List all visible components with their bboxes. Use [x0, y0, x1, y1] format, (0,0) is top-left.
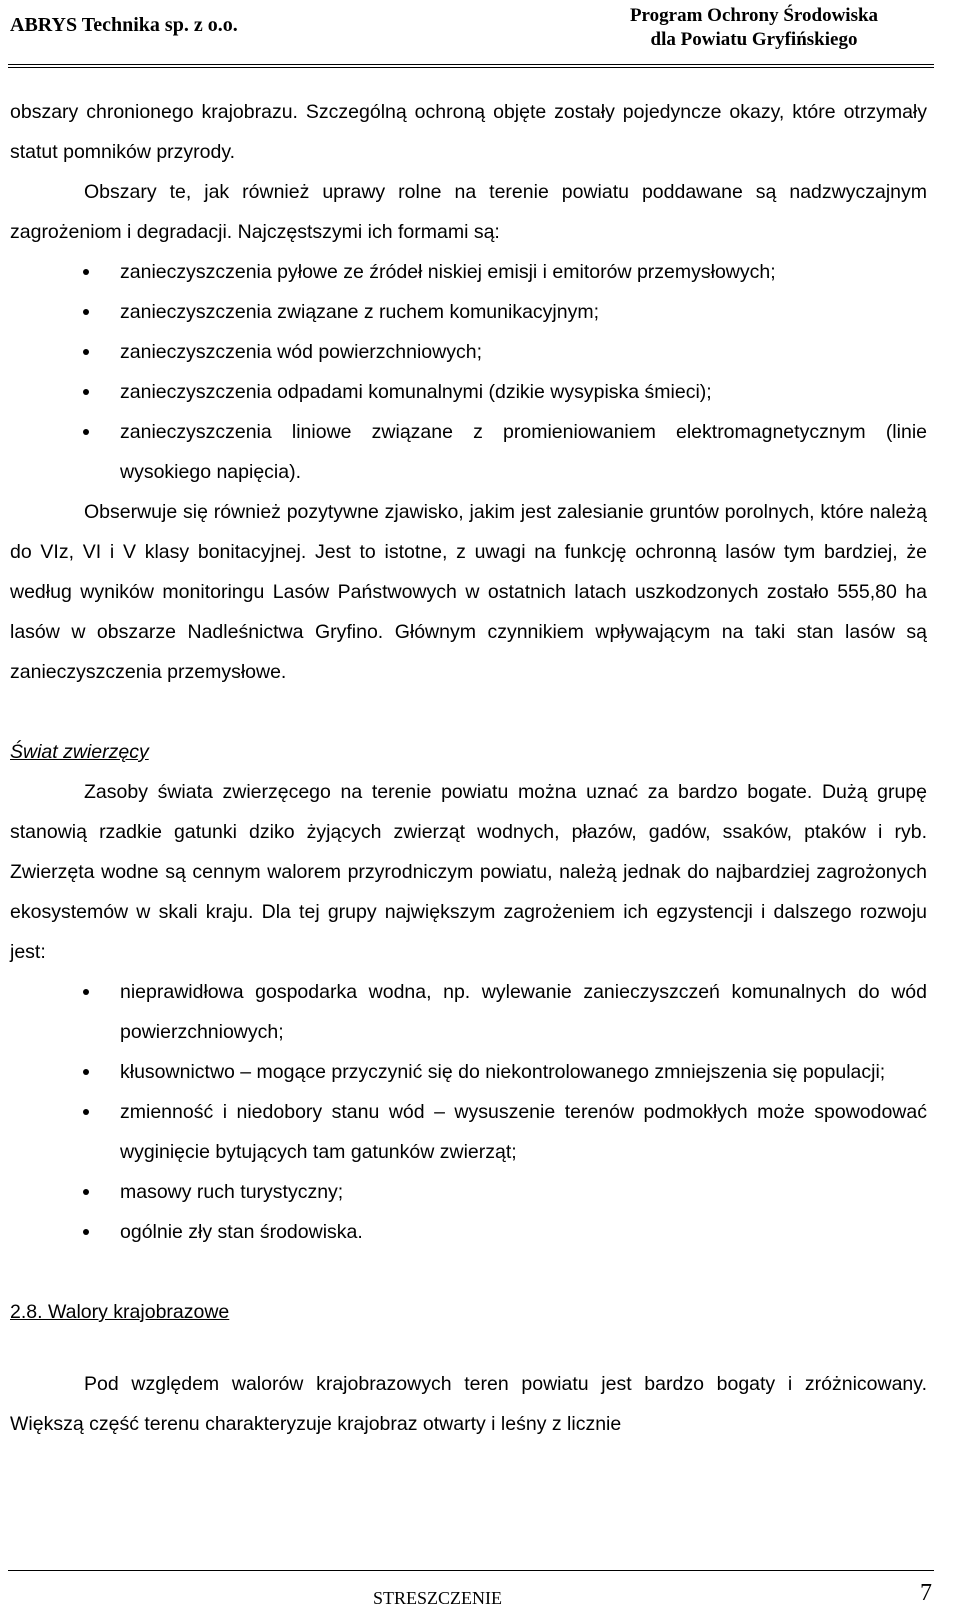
footer-label: STRESZCZENIE	[373, 1588, 502, 1608]
document-title	[574, 4, 934, 52]
list-item: zanieczyszczenia związane z ruchem komunikacyjnym;	[120, 292, 927, 332]
paragraph: Obserwuje się również pozytywne zjawisko, jakim jest zalesianie gruntów porolnych, które należą do VIz, VI i V klasy bonitacyjnej. Jest to istotne, z uwagi na funkcję ochronną lasów tym bardziej, że według wyników monitoringu Lasów Państwowych w ostatnich latach uszkodzonych zostało 555,80 ha lasów w obszarze Nadleśnictwa Gryfino. Głównym czynnikiem wpływającym na taki stan lasów są zanieczyszczenia przemysłowe.	[10, 501, 927, 683]
document-title-line2: dla Powiatu Gryfińskiego	[650, 29, 858, 50]
document-title-line1: Program Ochrony Środowiska	[629, 5, 879, 26]
company-name: ABRYS Technika sp. z o.o.	[10, 14, 238, 36]
list-item: zmienność i niedobory stanu wód – wysuszenie terenów podmokłych może spowodować wyginięcie bytujących tam gatunków zwierząt;	[120, 1092, 927, 1172]
section-heading: 2.8. Walory krajobrazowe	[10, 1301, 230, 1323]
paragraph: Obszary te, jak również uprawy rolne na terenie powiatu poddawane są nadzwyczajnym zagrożeniom i degradacji. Najczęstszymi ich formami są:	[10, 181, 927, 243]
list-item: nieprawidłowa gospodarka wodna, np. wylewanie zanieczyszczeń komunalnych do wód powierzchniowych;	[120, 972, 927, 1052]
header-rule	[8, 64, 934, 65]
paragraph: Zasoby świata zwierzęcego na terenie powiatu można uznać za bardzo bogate. Dużą grupę stanowią rzadkie gatunki dziko żyjących zwierząt wodnych, płazów, gadów, ssaków, ptaków i ryb. Zwierzęta wodne są cennym walorem przyrodniczym powiatu, należą jednak do najbardziej zagrożonych ekosystemów w skali kraju. Dla tej grupy największym zagrożeniem ich egzystencji i dalszego rozwoju jest:	[10, 781, 927, 963]
page-number: 7	[920, 1580, 932, 1606]
paragraph: obszary chronionego krajobrazu. Szczególną ochroną objęte zostały pojedyncze okazy, które otrzymały statut pomników przyrody.	[10, 101, 927, 163]
footer-rule	[8, 1570, 934, 1571]
spacer	[10, 1332, 927, 1364]
fauna-threats-list	[10, 972, 927, 1252]
list-item: masowy ruch turystyczny;	[120, 1172, 927, 1212]
list-item: ogólnie zły stan środowiska.	[120, 1212, 927, 1252]
header-rule-thin	[8, 67, 934, 68]
page-body	[10, 92, 927, 1444]
list-item: zanieczyszczenia wód powierzchniowych;	[120, 332, 927, 372]
threats-list	[10, 252, 927, 492]
list-item: zanieczyszczenia odpadami komunalnymi (dzikie wysypiska śmieci);	[120, 372, 927, 412]
list-item: kłusownictwo – mogące przyczynić się do niekontrolowanego zmniejszenia się populacji;	[120, 1052, 927, 1092]
page-header	[0, 0, 960, 70]
paragraph: Pod względem walorów krajobrazowych teren powiatu jest bardzo bogaty i zróżnicowany. Większą część terenu charakteryzuje krajobraz otwarty i leśny z licznie	[10, 1373, 927, 1435]
page-footer	[0, 1570, 960, 1611]
subsection-heading: Świat zwierzęcy	[10, 741, 149, 763]
list-item: zanieczyszczenia liniowe związane z promieniowaniem elektromagnetycznym (linie wysokiego napięcia).	[120, 412, 927, 492]
list-item: zanieczyszczenia pyłowe ze źródeł niskiej emisji i emitorów przemysłowych;	[120, 252, 927, 292]
